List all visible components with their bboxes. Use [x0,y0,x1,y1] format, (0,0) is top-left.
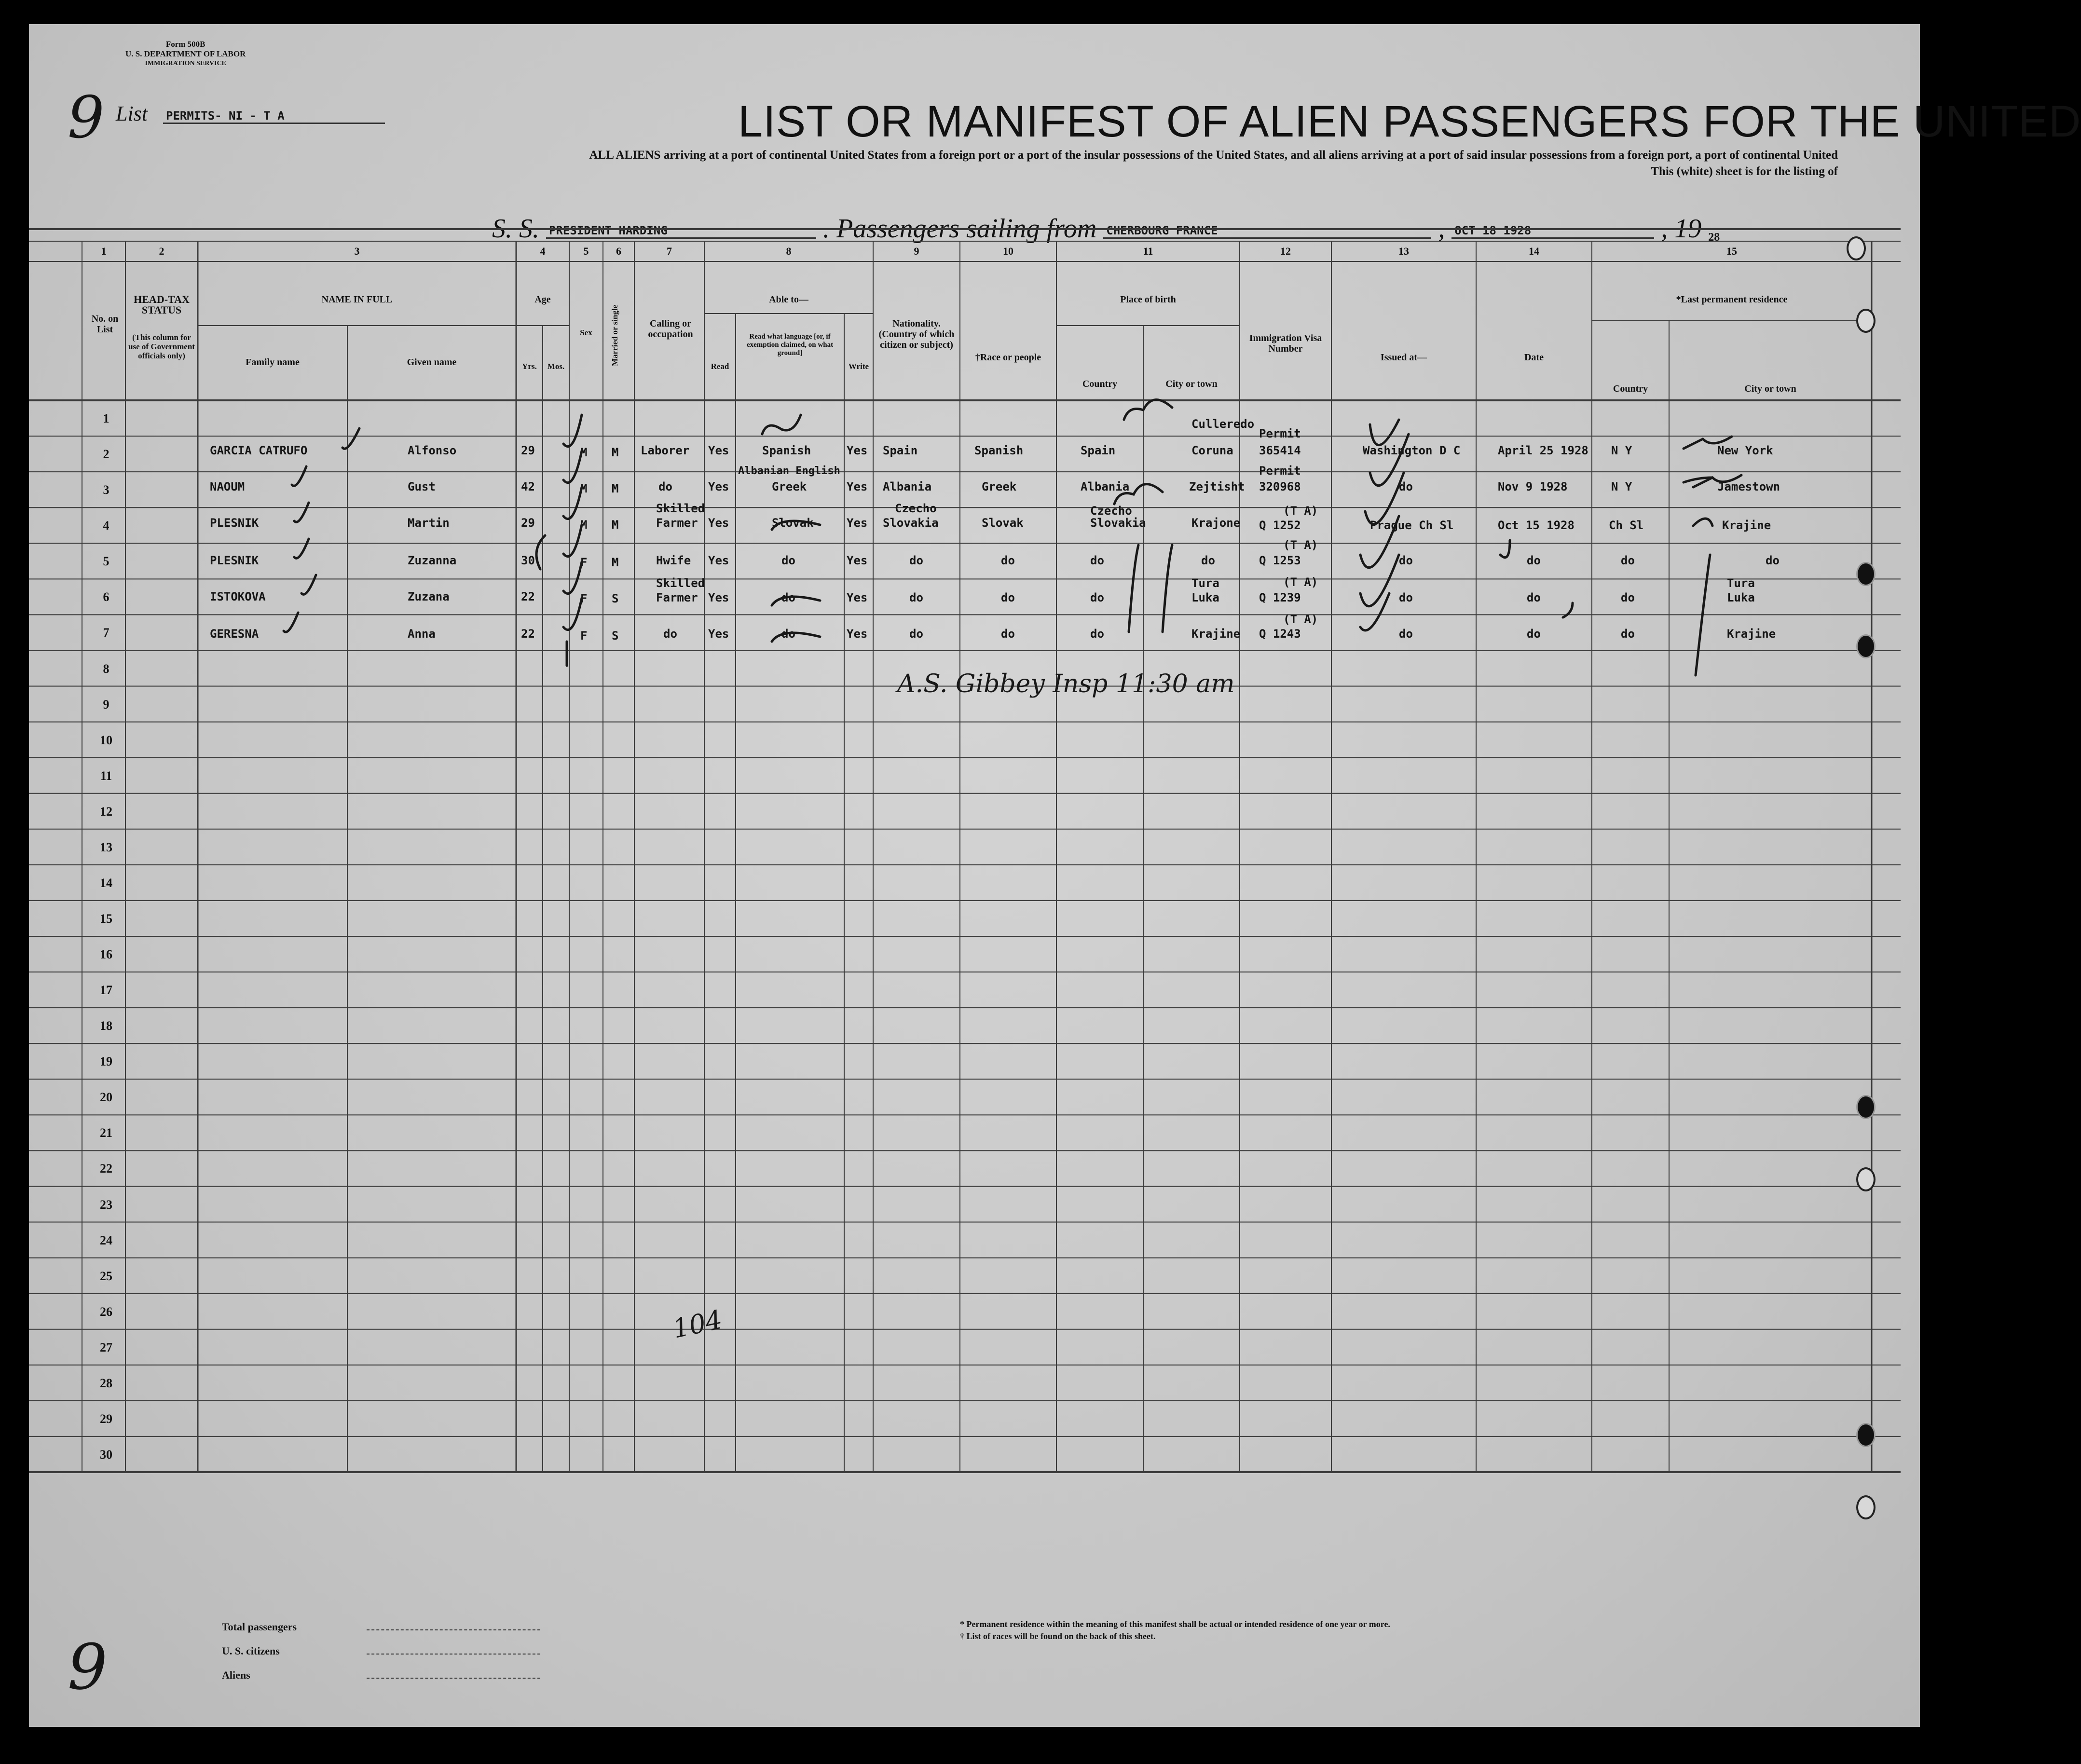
row6-calling: do [663,627,677,641]
header-yrs: Yrs. [522,362,537,371]
row6-race: do [1001,627,1015,641]
row6-res-city: Krajine [1727,627,1776,641]
row6-res-country: do [1621,627,1635,641]
row-number: 25 [100,1269,112,1283]
row3-status: M [612,518,619,532]
row5-race: do [1001,591,1015,604]
header-age: Age [534,294,551,305]
header-name-in-full: NAME IN FULL [321,294,393,305]
handwritten-page-number: 9 [68,1630,108,1704]
handwritten-marks [29,24,1920,1727]
row-number: 29 [100,1411,112,1426]
row6-birth-city-2: Krajine [1191,627,1241,641]
row4-issued: do [1399,554,1413,567]
row2-sex: M [580,482,588,495]
row5-calling-1: Skilled [656,576,705,590]
row-number: 5 [103,554,110,569]
row-number: 21 [100,1126,112,1140]
row4-family: PLESNIK [210,554,259,567]
row-number: 26 [100,1304,112,1319]
row6-visa-2: Q 1243 [1259,627,1301,641]
header-birth-country: Country [1082,379,1118,389]
header-res-country: Country [1613,383,1648,394]
row-number: 23 [100,1197,112,1212]
total-passengers-line [367,1629,540,1630]
row4-language: do [781,554,795,567]
header-married: Married or single [610,304,619,366]
row4-read: Yes [708,554,729,567]
form-number: Form 500B [165,40,205,49]
col-num-13: 13 [1398,245,1409,257]
row4-res-country: do [1621,554,1635,567]
row1-visa-2: 365414 [1259,444,1301,457]
row3-calling: Farmer [656,516,698,530]
row4-status: M [612,556,619,569]
row1-status: M [612,446,619,459]
row-number: 13 [100,840,112,854]
row1-issued: Washington D C [1363,444,1461,457]
row3-calling-1: Skilled [656,502,705,515]
row6-family: GERESNA [210,627,259,641]
row2-visa-2: 320968 [1259,480,1301,493]
header-calling: Calling or occupation [648,318,693,340]
header-birth-city: City or town [1165,379,1218,389]
header-read-language: Read what language [or, if exemption claimed, on what ground] [746,333,834,357]
aliens-label: Aliens [222,1669,250,1681]
col-num-4: 4 [540,245,546,257]
row5-visa-2: Q 1239 [1259,591,1301,604]
header-no-on-list: No. on List [91,314,119,335]
row-number: 18 [100,1019,112,1033]
row2-birth-country: Albania [1081,480,1130,493]
row-number: 22 [100,1162,112,1176]
col-num-10: 10 [1003,245,1013,257]
row2-given: Gust [408,480,436,493]
row1-visa-1: Permit [1259,427,1301,440]
row6-issued: do [1399,627,1413,641]
header-issued-at: Issued at— [1380,352,1427,363]
department-name: U. S. DEPARTMENT OF LABOR [125,49,246,58]
row5-sex: F [580,592,588,605]
inspector-note: A.S. Gibbey Insp 11:30 am [897,670,1235,698]
footnote-races: † List of races will be found on the back of this sheet. [960,1631,1156,1641]
row1-age: 29 [521,444,535,457]
header-race: †Race or people [975,352,1041,363]
row3-nationality: Slovakia [883,516,939,530]
row-number: 3 [103,483,110,497]
punch-hole [1856,1495,1876,1519]
row6-given: Anna [408,627,436,641]
punch-hole [1847,236,1866,260]
col-num-2: 2 [159,245,164,257]
title-instructions: ALL ALIENS arriving at a port of continental United States from a foreign port or a port of the insular possessions of the United States, and all aliens arriving at a port of said insular possessions from a foreign port, a port of continental United [589,149,1838,162]
row5-res-city: Luka [1727,591,1755,604]
row6-visa-1: (T A) [1283,613,1318,626]
row5-issued: do [1399,591,1413,604]
row6-write: Yes [847,627,868,641]
ss-label: S. S. [492,214,539,244]
row2-status: M [612,482,619,495]
row1-calling: Laborer [641,444,690,457]
row-number: 28 [100,1376,112,1390]
header-head-tax: HEAD-TAX STATUS [134,293,190,316]
row4-given: Zuzanna [408,554,457,567]
stamp-number: 104 [670,1304,725,1344]
row2-race: Greek [982,480,1017,493]
row2-language: Greek [772,480,807,493]
punch-hole [1856,634,1876,658]
row5-language: do [781,591,795,604]
row-number: 16 [100,947,112,962]
row3-language: Slovak [772,516,814,530]
row4-race: do [1001,554,1015,567]
punch-hole [1856,1095,1876,1119]
row-number: 14 [100,875,112,890]
col-num-8: 8 [786,245,792,257]
col-num-14: 14 [1529,245,1539,257]
manifest-title: LIST OR MANIFEST OF ALIEN PASSENGERS FOR THE UNITED [738,97,2081,146]
row3-visa-1: (T A) [1283,504,1318,518]
check-mark-6 [563,598,582,630]
row1-nationality: Spain [883,444,918,457]
row4-sex: F [580,556,588,569]
row3-write: Yes [847,516,868,530]
row2-res-city: Jamestown [1717,480,1780,493]
total-passengers-label: Total passengers [222,1621,297,1633]
col-num-6: 6 [616,245,621,257]
row2-date: Nov 9 1928 [1498,480,1568,493]
row2-family: NAOUM [210,480,245,493]
row-number: 15 [100,911,112,926]
row4-calling: Hwife [656,554,691,567]
check-mark-2 [563,451,582,483]
row3-birth-country-1: Czecho [1090,504,1132,518]
departure-port: CHERBOURG FRANCE [1103,224,1431,239]
row2-read: Yes [708,480,729,493]
row5-nationality: do [909,591,923,604]
row4-visa-2: Q 1253 [1259,554,1301,567]
row5-given: Zuzana [408,590,450,603]
visa-check [1370,420,1399,445]
row-number: 8 [103,661,110,676]
header-sex: Sex [580,328,592,337]
service-name: IMMIGRATION SERVICE [145,60,226,67]
row5-date: do [1527,591,1541,604]
row6-status: S [612,629,619,643]
row3-issued: Prague Ch Sl [1370,519,1454,532]
row3-family: PLESNIK [210,516,259,530]
col-num-1: 1 [101,245,107,257]
row-number: 11 [100,768,112,783]
row-number: 20 [100,1090,112,1105]
row1-birth-city-1: Culleredo [1191,417,1255,431]
row6-date: do [1527,627,1541,641]
row1-res-city: New York [1717,444,1773,457]
header-last-residence: *Last permanent residence [1676,294,1788,305]
header-place-of-birth: Place of birth [1120,294,1176,305]
header-given-name: Given name [407,357,457,368]
row-number: 7 [103,626,110,640]
col-num-11: 11 [1143,245,1153,257]
row5-status: S [612,592,619,605]
voyage-line: S. S. PRESIDENT HARDING . Passengers sailing from CHERBOURG FRANCE , OCT 18 1928 , 19 28 [492,214,1720,244]
col-num-5: 5 [583,245,589,257]
row6-language: do [781,627,795,641]
list-label: List [116,102,148,125]
row3-nationality-1: Czecho [895,502,937,515]
header-family-name: Family name [246,357,300,368]
row5-family: ISTOKOVA [210,590,266,603]
row-number: 2 [103,447,110,462]
row5-birth-country: do [1090,591,1104,604]
row6-age: 22 [521,627,535,641]
row2-res-country: N Y [1611,480,1632,493]
family-check-1 [342,428,359,449]
row4-nationality: do [909,554,923,567]
row-number: 27 [100,1340,112,1354]
row-number: 24 [100,1233,112,1247]
row1-given: Alfonso [408,444,457,457]
sailing-label: Passengers sailing from [836,214,1097,244]
row5-write: Yes [847,591,868,604]
row5-birth-city-1: Tura [1191,576,1219,590]
row1-read: Yes [708,444,729,457]
row5-res-city-1: Tura [1727,576,1755,590]
row4-age: 30 [521,554,535,567]
year-prefix: 19 [1674,214,1702,244]
row-number: 9 [103,697,110,711]
row-number: 19 [100,1054,112,1069]
row2-write: Yes [847,480,868,493]
manifest-sheet [29,24,2081,1727]
header-head-tax-note: (This column for use of Government officials only) [128,333,195,360]
punch-hole [1856,562,1876,586]
col-num-7: 7 [667,245,672,257]
row2-birth-city-2: Zejtisht [1189,480,1245,493]
header-able-to: Able to— [769,294,808,305]
check-mark-1 [563,415,582,447]
row5-age: 22 [521,590,535,603]
row3-birth-country: Slovakia [1090,516,1146,530]
row3-given: Martin [408,516,450,530]
header-visa-number: Immigration Visa Number [1249,333,1322,354]
row-number: 6 [103,590,110,604]
row5-read: Yes [708,591,729,604]
us-citizens-label: U. S. citizens [222,1645,280,1657]
row1-race: Spanish [974,444,1024,457]
row4-birth-city-2: do [1201,554,1215,567]
list-value: PERMITS- NI - T A [163,109,385,124]
col-num-9: 9 [914,245,919,257]
row5-visa-1: (T A) [1283,575,1318,589]
row6-nationality: do [909,627,923,641]
row1-language: Spanish [762,444,811,457]
row3-date: Oct 15 1928 [1498,519,1574,532]
row3-age: 29 [521,516,535,530]
us-citizens-line [367,1654,540,1655]
row5-res-country: do [1621,591,1635,604]
row1-family: GARCIA CATRUFO [210,444,308,457]
header-nationality: Nationality. (Country of which citizen or subject) [878,318,955,350]
row6-sex: F [580,629,588,643]
footnote-residence: * Permanent residence within the meaning of this manifest shall be actual or intended residence of one year or more. [960,1619,1390,1629]
row6-read: Yes [708,627,729,641]
row2-nationality: Albania [883,480,932,493]
row2-calling: do [658,480,672,493]
row1-birth-country: Spain [1081,444,1116,457]
header-res-city: City or town [1744,383,1796,394]
row-number: 12 [100,804,112,819]
row-number: 10 [100,733,112,747]
row3-visa-2: Q 1252 [1259,519,1301,532]
row2-age: 42 [521,480,535,493]
row3-res-city: Krajine [1722,519,1771,532]
row2-language-1: Albanian English [738,465,840,477]
check-mark-3 [563,487,582,519]
check-mark-5 [563,562,582,594]
row1-sex: M [580,446,588,459]
row6-birth-country: do [1090,627,1104,641]
family-check-2 [292,466,306,486]
row1-res-country: N Y [1611,444,1632,457]
row5-birth-city-2: Luka [1191,591,1219,604]
row2-issued: do [1399,480,1413,493]
col-num-12: 12 [1280,245,1291,257]
check-mark-4 [563,525,582,557]
header-read: Read [711,362,729,371]
row-number: 17 [100,983,112,998]
punch-hole [1856,1167,1876,1191]
header-mos: Mos. [547,362,565,371]
row1-write: Yes [847,444,868,457]
row3-read: Yes [708,516,729,530]
row-number: 1 [103,411,110,426]
header-write: Write [848,362,869,371]
row4-birth-country: do [1090,554,1104,567]
handwritten-list-number: 9 [68,84,105,151]
row4-visa-1: (T A) [1283,538,1318,552]
punch-hole [1856,309,1876,333]
row5-calling: Farmer [656,591,698,604]
punch-hole [1856,1423,1876,1447]
col-num-15: 15 [1726,245,1737,257]
header-date: Date [1524,352,1544,363]
row4-write: Yes [847,554,868,567]
row-number: 30 [100,1447,112,1462]
aliens-line [367,1678,540,1679]
row3-sex: M [580,518,588,532]
row-number: 4 [103,519,110,533]
row3-res-country: Ch Sl [1609,519,1644,532]
year-suffix: 28 [1708,231,1720,244]
departure-date: OCT 18 1928 [1451,224,1654,239]
row4-date: do [1527,554,1541,567]
row4-res-city: do [1766,554,1780,567]
row3-birth-city-2: Krajone [1191,516,1241,530]
ship-name: PRESIDENT HARDING [546,224,816,239]
row3-race: Slovak [982,516,1024,530]
row2-visa-1: Permit [1259,464,1301,478]
row1-birth-city-2: Coruna [1191,444,1233,457]
col-num-3: 3 [354,245,360,257]
title-instructions-2: This (white) sheet is for the listing of [1651,165,1838,178]
row1-date: April 25 1928 [1498,444,1588,457]
